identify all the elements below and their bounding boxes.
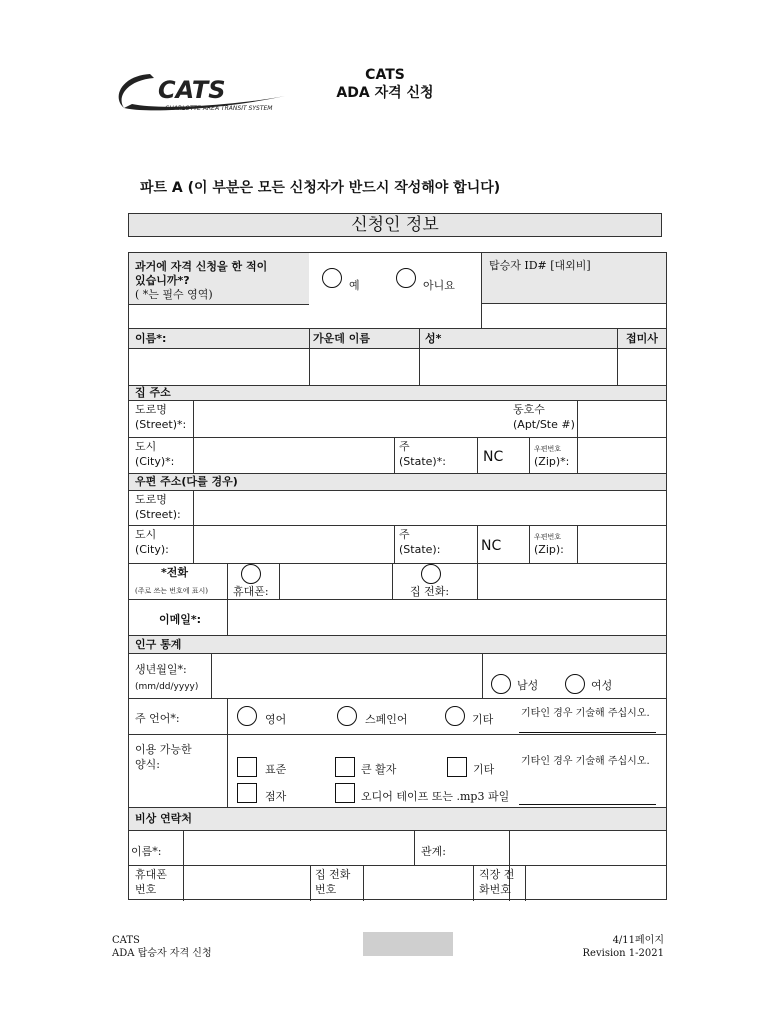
emergency-work-label-1: 직장 전 (479, 868, 515, 881)
mail-state-label-1: 주 (399, 528, 410, 541)
home-zip-input[interactable] (578, 438, 666, 473)
name-header-band (129, 328, 666, 349)
phone-sublabel: (주로 쓰는 번호에 표시) (135, 587, 208, 595)
emergency-cell-label-2: 번호 (135, 883, 157, 896)
lang-english-radio[interactable] (237, 706, 257, 726)
format-label-2: 양식: (135, 758, 160, 771)
part-title: 파트 A (이 부분은 모든 신청자가 반드시 작성해야 합니다) (140, 180, 501, 196)
home-city-input[interactable] (194, 438, 394, 473)
rider-id-input[interactable] (482, 304, 666, 328)
suffix-input[interactable] (618, 349, 666, 385)
home-address-title: 집 주소 (135, 386, 171, 399)
home-address-band (129, 385, 666, 401)
home-phone-input[interactable] (478, 564, 666, 599)
logo-text: CATS (158, 76, 226, 104)
email-input[interactable] (228, 600, 666, 635)
format-braille-label: 점자 (265, 790, 287, 803)
footer-revision: Revision 1-2021 (582, 948, 664, 959)
format-other-checkbox[interactable] (447, 757, 467, 777)
mail-city-input[interactable] (194, 526, 394, 563)
title-line-1: CATS (365, 67, 405, 83)
lang-other-radio[interactable] (445, 706, 465, 726)
last-name-label: 성* (425, 332, 442, 345)
lang-other-input[interactable] (519, 732, 656, 733)
format-audio-label: 오디어 테이프 또는 .mp3 파일 (361, 790, 510, 803)
format-standard-checkbox[interactable] (237, 757, 257, 777)
female-radio[interactable] (565, 674, 585, 694)
footer-page: 4/11페이지 (612, 935, 664, 946)
middle-name-input[interactable] (310, 349, 419, 385)
home-phone-radio[interactable] (421, 564, 441, 584)
format-other-input[interactable] (519, 804, 656, 805)
middle-name-label: 가운데 이름 (313, 332, 370, 345)
home-state-label-2: (State)*: (399, 455, 446, 468)
lang-other-label: 기타 (472, 713, 494, 726)
home-state-label-1: 주 (399, 440, 410, 453)
emergency-work-input[interactable] (526, 866, 666, 901)
prev-question-line2: 있습니까*? (135, 274, 190, 287)
home-apt-input[interactable] (578, 401, 666, 437)
emergency-work-label-2: 화번호 (479, 883, 511, 896)
title-line-2: ADA 자격 신청 (336, 85, 434, 101)
home-phone-label: 집 전화: (410, 585, 450, 598)
home-street-label-2: (Street)*: (135, 418, 187, 431)
lang-other-note: 기타인 경우 기술해 주십시오. (521, 708, 650, 719)
first-name-label: 이름*: (135, 332, 167, 345)
lang-english-label: 영어 (265, 713, 287, 726)
first-name-input[interactable] (129, 349, 309, 385)
prev-yes-label: 예 (349, 279, 360, 292)
male-radio[interactable] (491, 674, 511, 694)
suffix-label: 접미사 (626, 332, 658, 345)
home-street-label-1: 도로명 (135, 403, 167, 416)
male-label: 남성 (517, 679, 539, 692)
emergency-relationship-input[interactable] (510, 832, 666, 865)
emergency-home-input[interactable] (364, 866, 473, 901)
home-state-value[interactable]: NC (483, 449, 504, 465)
cell-phone-label: 휴대폰: (233, 585, 269, 598)
female-label: 여성 (591, 679, 613, 692)
format-large-checkbox[interactable] (335, 757, 355, 777)
footer-right (583, 934, 664, 960)
applicant-form (128, 252, 667, 900)
mail-zip-label-2: (Zip): (534, 543, 564, 556)
emergency-relationship-label: 관계: (421, 845, 446, 858)
mail-city-label-2: (City): (135, 543, 169, 556)
home-apt-label-2: (Apt/Ste #) (513, 418, 575, 431)
last-name-input[interactable] (420, 349, 617, 385)
emergency-name-label: 이름*: (131, 845, 162, 858)
email-label: 이메일*: (159, 613, 202, 626)
phone-label: *전화 (161, 566, 189, 579)
demographics-title: 인구 통계 (135, 638, 182, 651)
emergency-home-label-2: 번호 (315, 883, 337, 896)
prev-question-line1: 과거에 자격 신청을 한 적이 (135, 260, 268, 273)
home-street-input[interactable] (194, 401, 509, 437)
mail-street-label-1: 도로명 (135, 493, 167, 506)
emergency-name-input[interactable] (184, 832, 414, 865)
prev-no-label: 아니요 (423, 279, 455, 292)
dob-label-1: 생년월일*: (135, 663, 187, 676)
footer-form-name: ADA 탑승자 자격 신청 (112, 948, 212, 959)
mail-state-label-2: (State): (399, 543, 441, 556)
mail-city-label-1: 도시 (135, 528, 157, 541)
emergency-home-label-1: 집 전화 (315, 868, 351, 881)
prev-no-radio[interactable] (396, 268, 416, 288)
mail-street-label-2: (Street): (135, 508, 181, 521)
language-label: 주 언어*: (135, 712, 180, 725)
format-braille-checkbox[interactable] (237, 783, 257, 803)
mail-street-input[interactable] (194, 491, 666, 525)
cats-logo (110, 68, 300, 118)
footer-left (112, 934, 212, 960)
mail-zip-label-1: 우편번호 (534, 533, 562, 541)
required-note: ( *는 필수 영역) (135, 288, 213, 301)
document-title (300, 66, 470, 102)
home-apt-label-1: 동호수 (513, 403, 545, 416)
format-label-1: 이용 가능한 (135, 743, 192, 756)
emergency-cell-input[interactable] (184, 866, 310, 901)
emergency-title: 비상 연락처 (135, 812, 192, 825)
cell-phone-input[interactable] (280, 564, 392, 599)
mail-address-title: 우편 주소(다를 경우) (135, 475, 238, 488)
logo-subtext: CHARLOTTE AREA TRANSIT SYSTEM (165, 105, 273, 112)
rider-id-label: 탑승자 ID# [대외비] (489, 259, 591, 272)
prev-yes-radio[interactable] (322, 268, 342, 288)
home-zip-label-2: (Zip)*: (534, 455, 570, 468)
dob-label-2: (mm/dd/yyyy) (135, 682, 199, 692)
section-title: 신청인 정보 (128, 213, 662, 237)
format-large-label: 큰 활자 (361, 763, 397, 776)
cell-phone-radio[interactable] (241, 564, 261, 584)
mail-zip-input[interactable] (578, 526, 666, 563)
demographics-band (129, 635, 666, 654)
footer-center-box (363, 932, 453, 956)
format-other-label: 기타 (473, 763, 495, 776)
format-other-note: 기타인 경우 기술해 주십시오. (521, 756, 650, 767)
home-city-label-2: (City)*: (135, 455, 175, 468)
emergency-cell-label-1: 휴대폰 (135, 868, 167, 881)
dob-input[interactable] (212, 655, 482, 698)
footer-org: CATS (112, 935, 140, 946)
format-standard-label: 표준 (265, 763, 287, 776)
emergency-band (129, 807, 666, 831)
format-audio-checkbox[interactable] (335, 783, 355, 803)
mail-state-value[interactable]: NC (481, 538, 502, 554)
home-zip-label-1: 우편번호 (534, 445, 562, 453)
lang-spanish-radio[interactable] (337, 706, 357, 726)
lang-spanish-label: 스페인어 (365, 713, 408, 726)
home-city-label-1: 도시 (135, 440, 157, 453)
